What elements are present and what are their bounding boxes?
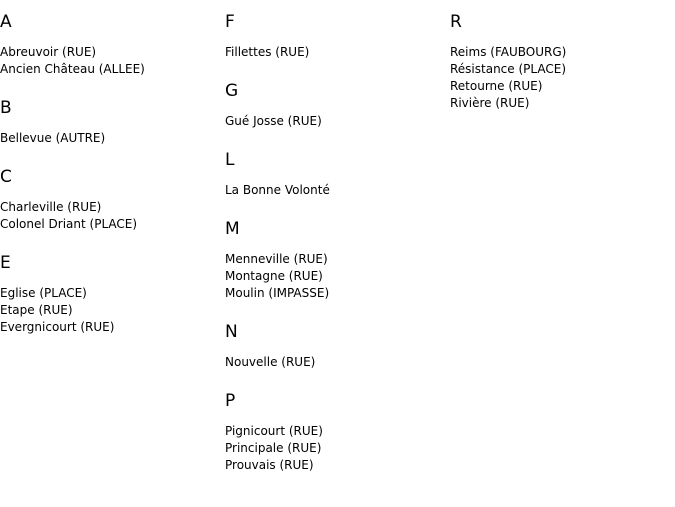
street-link[interactable]: Bellevue (AUTRE) [0, 131, 106, 145]
street-link[interactable]: Principale (RUE) [225, 441, 322, 455]
letter-group-c [0, 165, 225, 233]
letter-group-n [225, 320, 450, 371]
letter-heading-c: C [0, 167, 12, 187]
street-link[interactable]: Evergnicourt (RUE) [0, 320, 115, 334]
street-list-a [0, 44, 225, 78]
letter-group-e [0, 251, 225, 336]
street-link[interactable]: Gué Josse (RUE) [225, 114, 322, 128]
street-link[interactable]: Rivière (RUE) [450, 96, 530, 110]
letter-heading-a: A [0, 12, 12, 32]
letter-heading-b: B [0, 98, 12, 118]
index-column-1 [0, 10, 225, 492]
letter-heading-n: N [225, 322, 238, 342]
street-link[interactable]: Abreuvoir (RUE) [0, 45, 97, 59]
letter-heading-g: G [225, 81, 239, 101]
street-link[interactable]: La Bonne Volonté [225, 183, 330, 197]
street-link[interactable]: Pignicourt (RUE) [225, 424, 323, 438]
letter-group-f [225, 10, 450, 61]
letter-heading-f: F [225, 12, 235, 32]
street-list-n [225, 354, 450, 371]
letter-group-b [0, 96, 225, 147]
street-link[interactable]: Charleville (RUE) [0, 200, 102, 214]
letter-heading-r: R [450, 12, 462, 32]
letter-group-l [225, 148, 450, 199]
street-link[interactable]: Etape (RUE) [0, 303, 73, 317]
index-column-3 [450, 10, 675, 492]
letter-heading-e: E [0, 253, 11, 273]
letter-group-r [450, 10, 675, 112]
street-link[interactable]: Reims (FAUBOURG) [450, 45, 567, 59]
letter-group-g [225, 79, 450, 130]
street-link[interactable]: Nouvelle (RUE) [225, 355, 316, 369]
street-index [0, 10, 675, 492]
street-link[interactable]: Montagne (RUE) [225, 269, 323, 283]
street-link[interactable]: Retourne (RUE) [450, 79, 543, 93]
street-list-g [225, 113, 450, 130]
letter-heading-p: P [225, 391, 236, 411]
street-list-r [450, 44, 675, 112]
street-link[interactable]: Moulin (IMPASSE) [225, 286, 330, 300]
letter-heading-m: M [225, 219, 240, 239]
street-link[interactable]: Ancien Château (ALLEE) [0, 62, 145, 76]
street-list-p [225, 423, 450, 474]
street-link[interactable]: Prouvais (RUE) [225, 458, 314, 472]
street-link[interactable]: Eglise (PLACE) [0, 286, 87, 300]
street-list-f [225, 44, 450, 61]
street-list-l [225, 182, 450, 199]
letter-group-a [0, 10, 225, 78]
index-column-2 [225, 10, 450, 492]
letter-heading-l: L [225, 150, 235, 170]
street-link[interactable]: Fillettes (RUE) [225, 45, 310, 59]
street-link[interactable]: Colonel Driant (PLACE) [0, 217, 138, 231]
street-list-e [0, 285, 225, 336]
street-link[interactable]: Résistance (PLACE) [450, 62, 566, 76]
street-list-m [225, 251, 450, 302]
letter-group-p [225, 389, 450, 474]
street-list-c [0, 199, 225, 233]
letter-group-m [225, 217, 450, 302]
street-link[interactable]: Menneville (RUE) [225, 252, 328, 266]
street-list-b [0, 130, 225, 147]
